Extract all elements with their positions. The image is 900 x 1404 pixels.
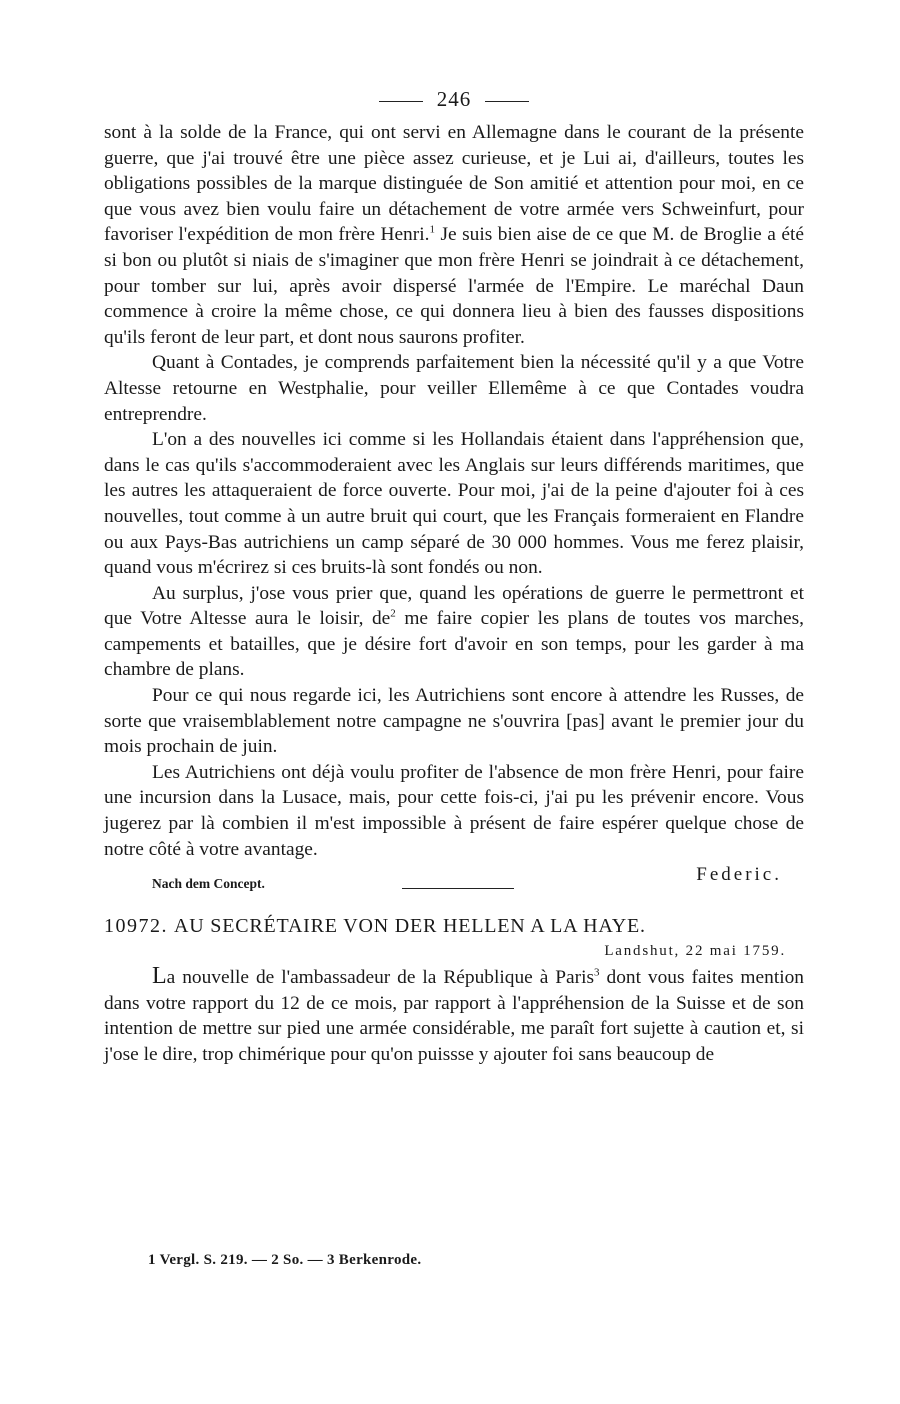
page-header: [104, 84, 804, 120]
paragraph-text: sont à la solde de la France, qui ont servi en Allemagne dans le courant de la présente guerre, que j'ai trouvé être une pièce assez curieuse, et je Lui ai, d'ailleurs, toutes les obligations possibles de la marque distinguée de Son amitié et attention pour moi, en ce que vous avez bien voulu faire un détachement de votre armée vers Schweinfurt, pour favoriser l'expédition de mon frère Henri.: [104, 122, 804, 246]
letter-body: [104, 964, 804, 1067]
letter-number: 10972.: [104, 915, 168, 938]
paragraph-text: Au surplus, j'ose vous prier que, quand les opérations de guerre le permettront et que Votre Altesse aura le loisir, de: [104, 582, 804, 630]
letter-heading: [104, 912, 804, 940]
page: [104, 84, 804, 1068]
header-rule-left: [379, 101, 423, 102]
signature: Federic.: [696, 864, 782, 886]
paragraph: [104, 581, 804, 683]
letter-body-text: dont vous faites mention dans votre rapport du 12 de ce mois, par rapport à l'appréhension de la Suisse et de son intention de mettre sur pied une armée considérable, me paraît fort sujette à caution et, si j'ose le dire, trop chimérique pour qu'on puissse y ajouter foi sans beaucoup de: [104, 967, 804, 1065]
paragraph-text: Je suis bien aise de ce que M. de Broglie a été si bon ou plutôt si niais de s'imaginer que mon frère Henri se joindrait à ce détachement, pour tomber sur lui, après avoir dispersé l'armée de l'Empire. Le maréchal Daun commence à croire la même chose, ce qui donnera lieu à bien des fausses dispositions qu'ils feront de leur part, et dont nous saurons profiter.: [104, 224, 804, 348]
letter-dateline: Landshut, 22 mai 1759.: [604, 943, 786, 960]
signature-row: [104, 864, 804, 898]
paragraph-continuation: [104, 120, 804, 350]
paragraph: L'on a des nouvelles ici comme si les Hollandais étaient dans l'appréhension que, dans le cas qu'ils s'accommoderaient avec les Anglais sur leurs différends maritimes, que les autres les attaqueraient de force ouverte. Pour moi, j'ai de la peine d'ajouter foi à ces nouvelles, tout comme à un autre bruit qui court, que les Français formeraient en Flandre ou aux Pays-Bas autrichiens un camp séparé de 30 000 hommes. Vous me ferez plaisir, quand vous m'écrirez si ces bruits-là sont fondés ou non.: [104, 429, 804, 579]
source-note: Nach dem Concept.: [152, 876, 265, 892]
page-number: 246: [436, 87, 472, 111]
footnote-mark: 1: [429, 223, 435, 236]
separator-rule: [402, 888, 514, 889]
footnotes: 1 Vergl. S. 219. — 2 So. — 3 Berkenrode.: [148, 1252, 422, 1268]
drop-capital: L: [152, 963, 167, 990]
letter-title: AU SECRÉTAIRE VON DER HELLEN A LA HAYE.: [174, 915, 646, 938]
header-rule-right: [485, 101, 529, 102]
footnote-mark: 3: [594, 966, 600, 979]
footnote-mark: 2: [390, 607, 396, 620]
paragraph: Les Autrichiens ont déjà voulu profiter de l'absence de mon frère Henri, pour faire une incursion dans la Lusace, mais, pour cette fois-ci, j'ai pu les prévenir encore. Vous jugerez par là combien il m'est impossible à présent de faire espérer quelque chose de notre côté à votre avantage.: [104, 761, 804, 860]
paragraph: Pour ce qui nous regarde ici, les Autrichiens sont encore à attendre les Russes, de sorte que vraisemblablement notre campagne ne s'ouvrira [pas] avant le premier jour du mois prochain de juin.: [104, 685, 804, 758]
letter-body-text: a nouvelle de l'ambassadeur de la République à Paris: [166, 967, 595, 989]
paragraph-text: me faire copier les plans de toutes vos marches, campements et batailles, que je désire fort d'avoir en son temps, pour les garder à ma chambre de plans.: [104, 608, 804, 681]
paragraph: Quant à Contades, je comprends parfaitement bien la nécessité qu'il y a que Votre Altesse retourne en Westphalie, pour veiller Ellemême à ce que Contades voudra entreprendre.: [104, 352, 804, 425]
